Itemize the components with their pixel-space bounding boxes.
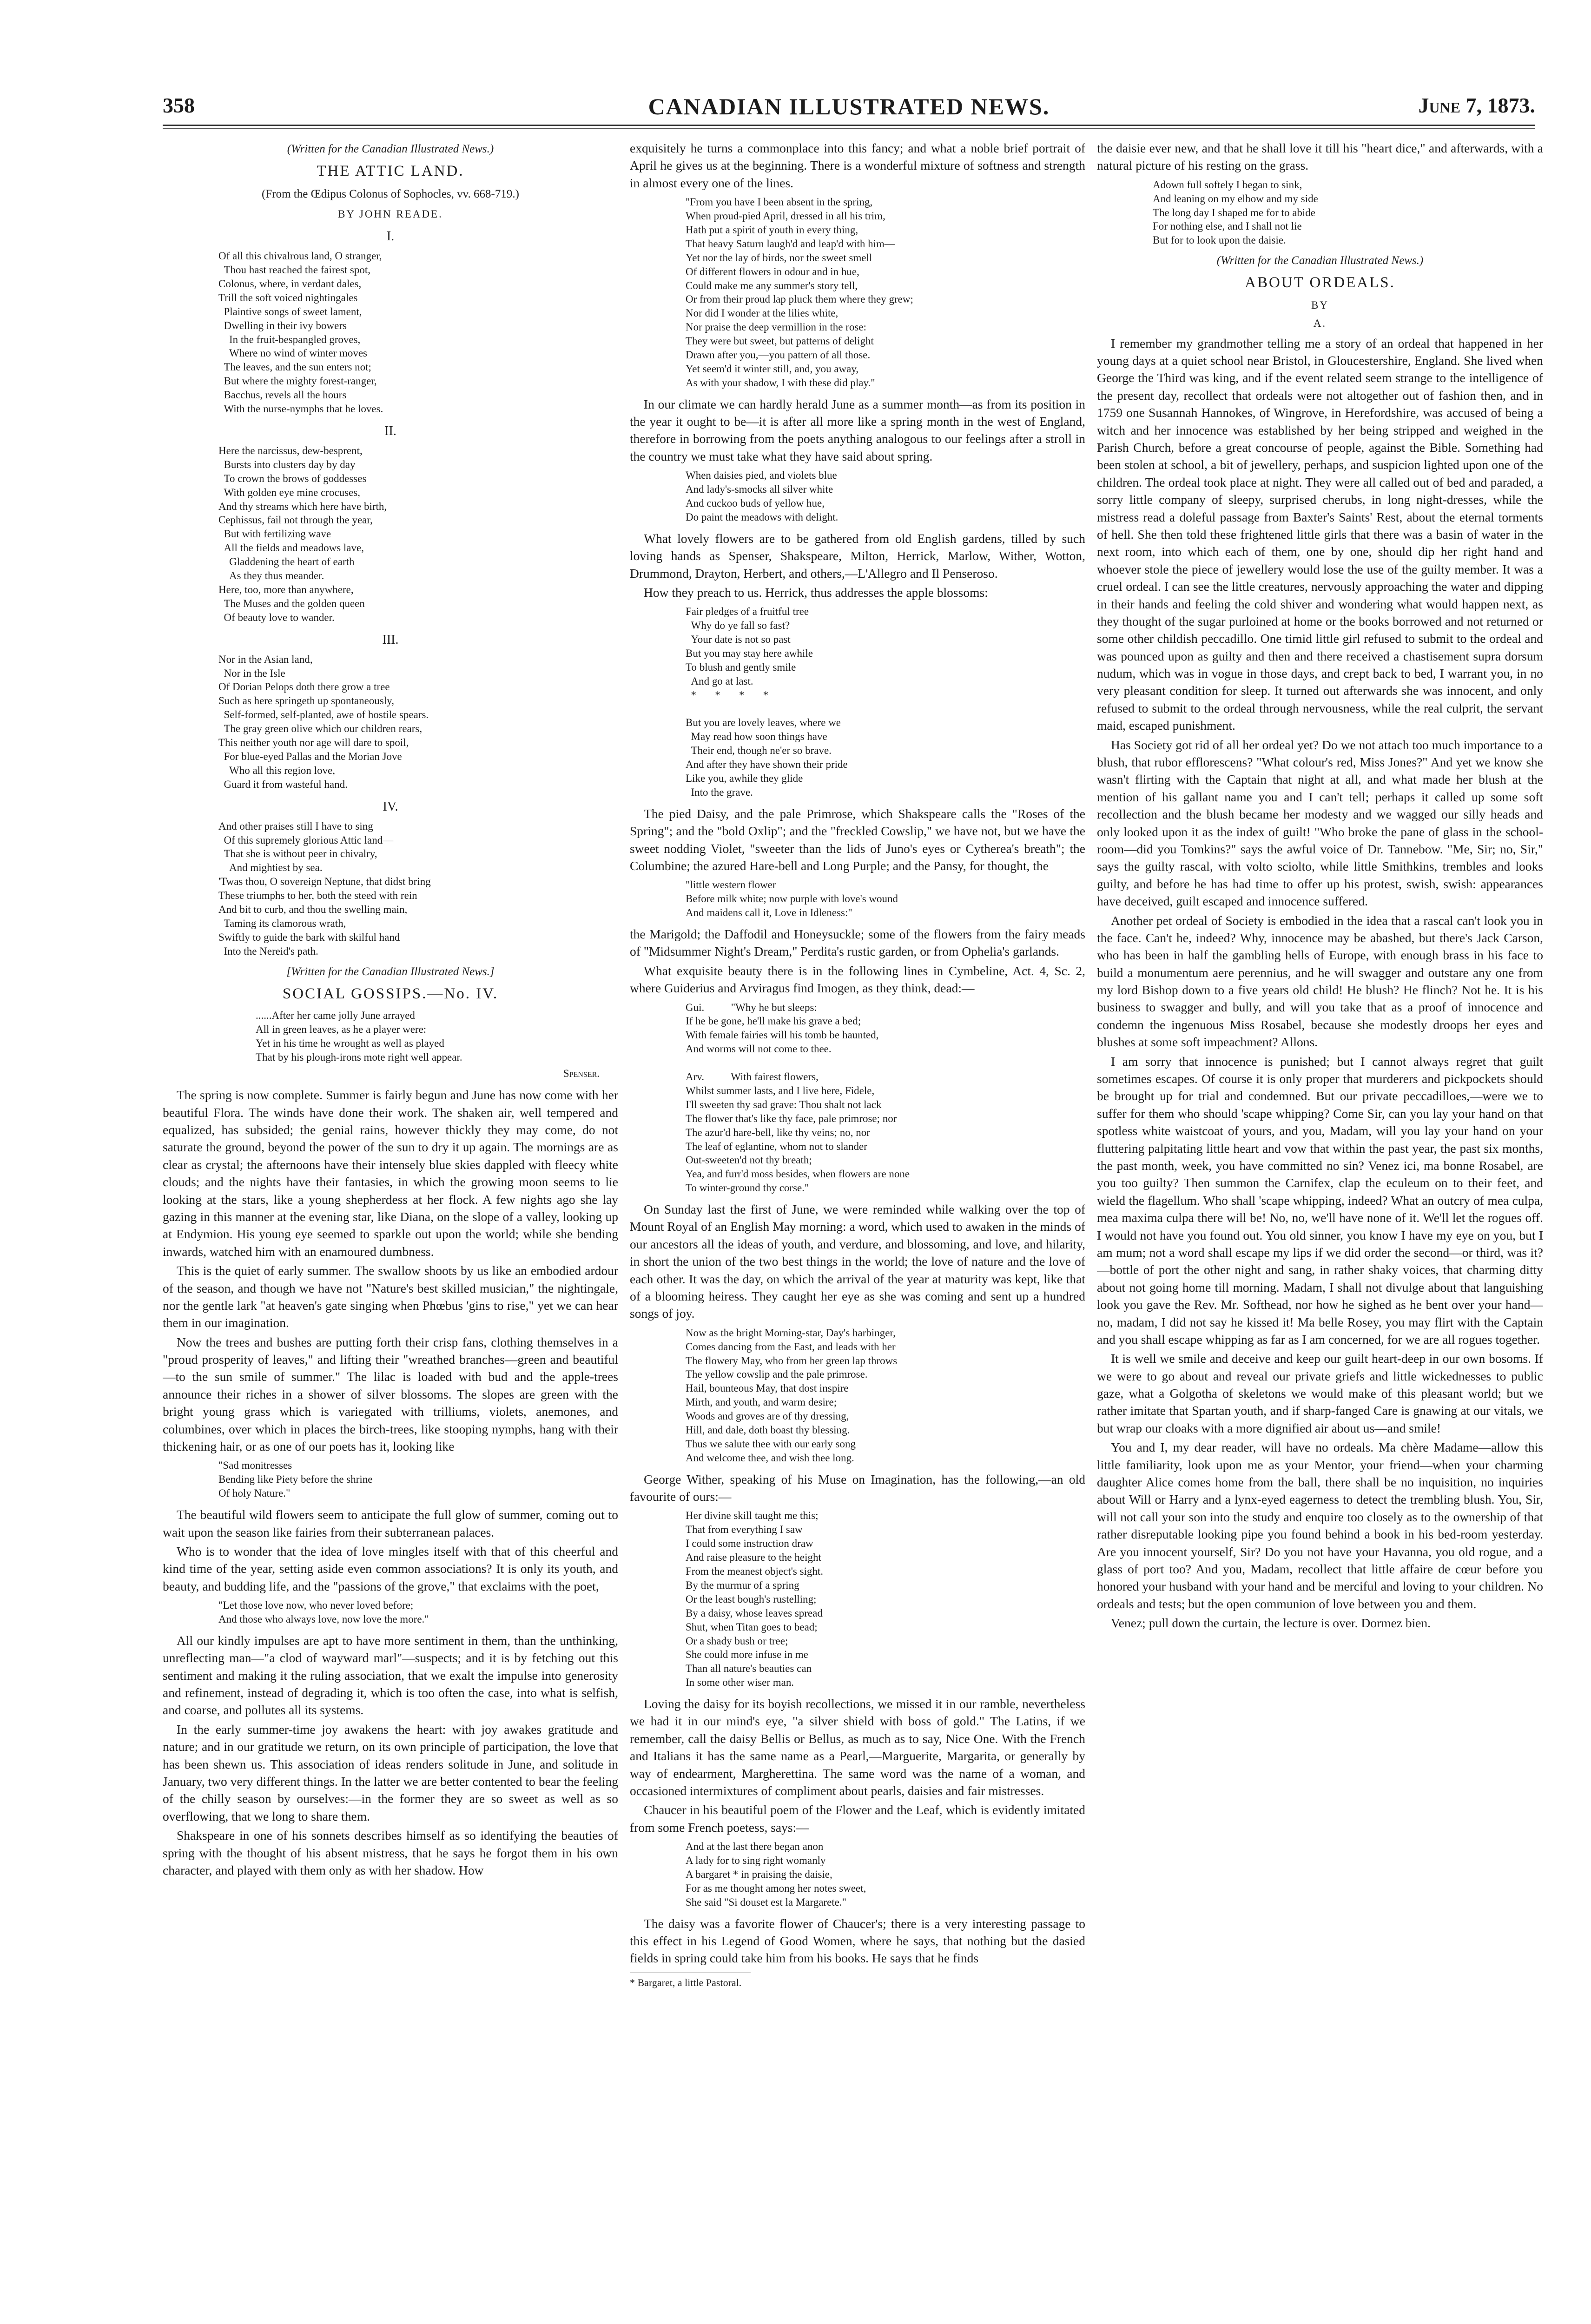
header-rule-thin	[163, 128, 1535, 129]
poem-stanza: And other praises still I have to sing Of this supremely glorious Attic land— That she is without peer in chivalry, And mightiest by sea. 'Twas thou, O sovereign Neptune, that didst bring These triumphs to her, both the steed with rein And bit to curb, and thou the swelling main, Taming its clamorous wrath, Swiftly to guide the bark with skilful hand Into the Nereid's path.	[218, 820, 431, 957]
newspaper-title: CANADIAN ILLUSTRATED NEWS.	[648, 93, 1050, 119]
footnote: * Bargaret, a little Pastoral.	[630, 1976, 742, 1988]
paragraph: What exquisite beauty there is in the following lines in Cymbeline, Act. 4, Sc. 2, where Guiderius and Arviragus find Imogen, as they think, dead:—	[630, 963, 1085, 996]
column-2	[630, 139, 1085, 2315]
article-subtitle: (From the Œdipus Colonus of Sophocles, vv. 668-719.)	[262, 187, 519, 200]
paragraph: The daisy was a favorite flower of Chaucer's; there is a very interesting passage to this effect in his Legend of Good Women, where he says, that nothing but the dasied fields in spring could take him from his books. He says that he finds	[630, 1916, 1085, 1966]
quotation: When daisies pied, and violets blue And lady's-smocks all silver white And cuckoo buds of yellow hue, Do paint the meadows with delight.	[686, 469, 838, 523]
paragraph: I am sorry that innocence is punished; but I cannot always regret that guilt sometimes escapes. Of course it is only proper that murderers and pickpockets should be brought up for trial and condemned. But our private peccadilloes,—were we to suffer for them who should 'scape whipping? Come Sir, can you lay your hand on that spotless white waistcoat of yours, and you, Madam, will you lay your hand on your fluttering palpitating little heart and vow that within the past year, the past six months, the past month, week, you have committed no sin? Venez ici, ma bonne Rosabel, are you too guilty? Then summon the Carnifex, clap the eculeum on to their feet, and wield the flagellum. Who shall 'scape whipping, indeed? What an outcry of mea culpa, mea maxima culpa there will be! No, no, we'll have none of it. We'll let the rogues off. I would not have you found out. You old sinner, you know I have my eye on you, but I am mum; not a word shall escape my lips if we did order the second—or third, was it?—bottle of port the other night and sang, in rather shaky voices, that charming ditty about not going home till morning. Madam, I shall not divulge about that languishing look you gave the Rev. Mr. Softhead, nor how he sighed as he bent over your hand—no, madam, I did not say he kissed it! Ma belle Rosey, you may flirt with the Captain and you shall escape whipping as far as I am concerned, for we are all rogues together.	[1097, 1054, 1543, 1347]
paragraph: George Wither, speaking of his Muse on Imagination, has the following,—an old favourite of ours:—	[630, 1472, 1085, 1504]
article-credit: [Written for the Canadian Illustrated News.]	[286, 965, 495, 978]
stanza-number: III.	[382, 632, 399, 647]
paragraph: In the early summer-time joy awakens the heart: with joy awakes gratitude and nature; and in our gratitude we return, on its own principle of participation, the love that has been shewn us. This association of ideas renders solitude in June, and solitude in January, two very different things. In the latter we are better contented to bear the feeling of the chilly season by ourselves:—in the former they are so sweet as well as so overflowing, that we long to share them.	[163, 1722, 618, 1823]
quotation: Gui. "Why he but sleeps: If he be gone, he'll make his grave a bed; With female fairies will his tomb be haunted, And worms will not come to thee. Arv. With fairest flowers, Whilst summer lasts, and I live here, Fidele, I'll sweeten thy sad grave: Thou shalt not lack The flower that's like thy face, pale primrose; nor The azur'd hare-bell, like thy veins; no, nor The leaf of eglantine, whom not to slander Out-sweeten'd not thy breath; Yea, and furr'd moss besides, when flowers are none To winter-ground thy corse."	[686, 1001, 910, 1194]
article-byline: BY JOHN READE.	[338, 208, 443, 220]
poem-stanza: Nor in the Asian land, Nor in the Isle Of Dorian Pelops doth there grow a tree Such as here springeth up spontaneously, Self-formed, self-planted, awe of hostile spears. The gray green olive which our children rears, This neither youth nor age will dare to spoil, For blue-eyed Pallas and the Morian Jove Who all this region love, Guard it from wasteful hand.	[218, 653, 429, 790]
article-credit: (Written for the Canadian Illustrated News.)	[1216, 254, 1424, 267]
quotation: Her divine skill taught me this; That from everything I saw I could some instruction draw And raise pleasure to the height From the meanest object's sight. By the murmur of a spring Or the least bough's rustelling; By a daisy, whose leaves spread Shut, when Titan goes to bead; Or a shady bush or tree; She could more infuse in me Than all nature's beauties can In some other wiser man.	[686, 1510, 824, 1689]
quotation: Adown full softely I began to sink, And leaning on my elbow and my side The long day I shaped me for to abide For nothing else, and I shall not lie But for to look upon the daisie.	[1153, 178, 1318, 246]
header-rule	[163, 125, 1535, 126]
paragraph: the daisie ever new, and that he shall love it till his "heart dice," and afterwards, with a natural picture of his resting on the grass.	[1097, 141, 1543, 173]
stanza-number: I.	[386, 229, 395, 244]
paragraph: exquisitely he turns a commonplace into this fancy; and what a noble brief portrait of April he gives us at the beginning. There is a wonderful mixture of softness and strength in almost every one of the lines.	[630, 141, 1085, 190]
epigraph-attribution: Spenser.	[563, 1067, 600, 1079]
issue-date: June 7, 1873.	[1418, 93, 1535, 117]
paragraph: Who is to wonder that the idea of love mingles itself with that of this cheerful and kind time of the year, setting aside even common associations? It is only its youth, and beauty, and budding life, and the "passions of the grove," that exclaims with the poet,	[163, 1544, 618, 1593]
paragraph: In our climate we can hardly herald June as a summer month—as from its position in the year it ought to be—it is after all more like a spring month in the west of England, therefore in borrowing from the poets anything analogous to our feelings after a stroll in the country we must take what they have said about spring.	[630, 396, 1085, 463]
paragraph: What lovely flowers are to be gathered from old English gardens, tilled by such loving hands as Spenser, Shakspeare, Milton, Herrick, Marlow, Wither, Wotton, Drummond, Drayton, Herbert, and others,—L'Allegro and Il Penseroso.	[630, 531, 1085, 581]
paragraph: Another pet ordeal of Society is embodied in the idea that a rascal can't look you in the face. Can't he, indeed? Why, innocence may be abashed, but there's Jack Carson, who has been in half the gambling hells of Europe, with enough brass in his face to build a monumentum aere perennius, and he will swagger and outstare any one from my lord Bishop down to a five years old child! He blush? He flinch? Not he. It is his business to swagger and bully, and will you take that as a proof of innocence and condemn the ingenuous Miss Rosabel, because she modestly droops her eyes and blushes at some soft impeachment? Allons.	[1097, 913, 1543, 1050]
paragraph: You and I, my dear reader, will have no ordeals. Ma chère Madame—allow this little familiarity, look upon me as your Mentor, your friend—when your charming daughter Alice comes home from the ball, there shall be no inquisition, no inquiries about Will or Harry and a lynx-eyed eagerness to detect the trembling blush. You, Sir, will not call your son into the study and enquire too closely as to the ownership of that rather disreputable looking pipe you found behind a book in his bed-room yesterday. Are you innocent yourself, Sir? Do you not have your Havanna, you old rogue, and a glass of port too? And you, Madam, recollect that little affaire de cœur before you honored your husband with your hand and be merciful and loving to your children. No ordeals and tests; but the open communion of love between you and them.	[1097, 1440, 1543, 1611]
quotation: Now as the bright Morning-star, Day's harbinger, Comes dancing from the East, and leads with her The flowery May, who from her green lap throws The yellow cowslip and the pale primrose. Hail, bounteous May, that dost inspire Mirth, and youth, and warm desire; Woods and groves are of thy dressing, Hill, and dale, doth boast thy blessing. Thus we salute thee with our early song And welcome thee, and wish thee long.	[686, 1327, 898, 1464]
paragraph: All our kindly impulses are apt to have more sentiment in them, than the unthinking, unreflecting man—"a clod of wayward marl"—suspects; and it is by fetching out this sentiment and making it the ruling association, that we exalt the impulse into generosity and refinement, instead of degrading it, which is too often the case, into what is selfish, and coarse, and pollutes all its systems.	[163, 1633, 618, 1717]
stanza-number: IV.	[383, 799, 398, 814]
paragraph: The spring is now complete. Summer is fairly begun and June has now come with her beautiful Flora. The winds have done their work. The shaken air, well tempered and equalized, has subsided; the genial rains, however thickly they may come, do not saturate the ground, beyond the power of the sun to dry it up again. The mornings are as clear as crystal; the afternoons have their intensely blue skies dappled with fleecy white clouds; and the nights have their fantasies, in which the growing moon seems to lie looking at the stars, like a young shepherdess at her flock. A few nights ago she lay gazing in this manner at the evening star, like Diana, on the slope of a valley, looking up at Endymion. His young eye seemed to sparkle out upon the world; while she bending inwards, watched him with an enamoured dumbness.	[163, 1088, 618, 1259]
paragraph: On Sunday last the first of June, we were reminded while walking over the top of Mount Royal of an English May morning: a word, which used to awaken in the minds of our ancestors all the ideas of youth, and verdure, and blossoming, and love, and hilarity, in short the union of the two best things in the world; the love of nature and the love of each other. It was the day, on which the arrival of the year at maturity was kept, like that of a blooming heiress. They caught her eye as she was coming and sent up a hundred songs of joy.	[630, 1202, 1085, 1321]
paragraph: Shakspeare in one of his sonnets describes himself as so identifying the beauties of spring with the thought of his absent mistress, that he says he forgot them in his own character, and played with them only as with her shadow. How	[163, 1828, 618, 1877]
stanza-number: II.	[384, 423, 396, 438]
quotation: "Sad monitresses Bending like Piety before the shrine Of holy Nature."	[218, 1459, 373, 1499]
column-3	[1097, 139, 1543, 2315]
quotation: Fair pledges of a fruitful tree Why do ye fall so fast? Your date is not so past But you may stay here awhile To blush and gently smile And go at last. * * * * But you are lovely leaves, where we May read how soon things have Their end, though ne'er so brave. And after they have shown their pride Like you, awhile they glide Into the grave.	[686, 606, 848, 798]
paragraph: Has Society got rid of all her ordeal yet? Do we not attach too much importance to a blush, that rubor efflorescens? "What colour's red, Miss Jones?" And yet we know she wasn't flirting with the Captain that night at all, and what made her blush at the mention of his gallant name you and I can't tell; perhaps it called up some soft recollection and the blush became her modesty and we wagged our silly heads and only looked upon it as the index of guilt! "Who broke the pane of glass in the school-room—did you Tomkins?" says the awful voice of Dr. Tannebow. "Me, Sir; no, Sir," says the guilty rascal, with volto sciolto, while little Smithkins, trembles and looks guilty, and before he has had time to offer up his protest, swish, swish: appearances have deceived, guilt escaped and innocence suffered.	[1097, 737, 1543, 909]
paragraph: Now the trees and bushes are putting forth their crisp fans, clothing themselves in a "proud prosperity of leaves," and lifting their "wreathed branches—green and beautiful—to the sun smile of summer." The lilac is loaded with bud and the apple-trees announce their riches in a shower of silver blossoms. The slopes are green with the bright young grass which is variegated with trilliums, violets, anemones, and columbines, over which in places the birch-trees, like stooping nymphs, hang with their thickening hair, or as one of our poets has it, looking like	[163, 1334, 618, 1454]
paragraph: How they preach to us. Herrick, thus addresses the apple blossoms:	[644, 585, 988, 600]
poem-stanza: Of all this chivalrous land, O stranger, Thou hast reached the fairest spot, Colonus, where, in verdant dales, Trill the soft voiced nightingales Plaintive songs of sweet lament, Dwelling in their ivy bowers In the fruit-bespangled groves, Where no wind of winter moves The leaves, and the sun enters not; But where the mighty forest-ranger, Bacchus, revels all the hours With the nurse-nymphs that he loves.	[218, 250, 383, 415]
article-title: SOCIAL GOSSIPS.—No. IV.	[282, 985, 499, 1002]
paragraph: The beautiful wild flowers seem to anticipate the full glow of summer, coming out to wait upon the season like fairies from their subterranean palaces.	[163, 1507, 618, 1539]
paragraph: The pied Daisy, and the pale Primrose, which Shakspeare calls the "Roses of the Spring"; and the "bold Oxlip"; and the "freckled Cowslip," we have not, but we have the sweet nodding Violet, "sweeter than the lids of Juno's eyes or Cytherea's breath"; the Columbine; the azured Hare-bell and Long Purple; and the Pansy, for thought, the	[630, 806, 1085, 873]
column-1	[163, 139, 618, 2315]
paragraph: the Marigold; the Daffodil and Honeysuckle; some of the flowers from the fairy meads of "Midsummer Night's Dream," Perdita's rustic garden, or from Ophelia's garlands.	[630, 927, 1085, 959]
article-title: THE ATTIC LAND.	[317, 163, 464, 179]
paragraph: Loving the daisy for its boyish recollections, we missed it in our ramble, nevertheless we had it in our mind's eye, "a silver shield with boss of gold." The Latins, if we remember, call the daisy Bellis or Bellus, as much as to say, Nice One. With the French and Italians it has the same name as a Pearl,—Marguerite, Margarita, or generally by way of endearment, Margherettina. The same word was the name of a woman, and occasioned intermixtures of compliment about pearls, daisies and fair mistresses.	[630, 1697, 1085, 1798]
page-header	[163, 93, 1535, 121]
quotation: And at the last there began anon A lady for to sing right womanly A bargaret * in praising the daisie, For as me thought among her notes sweet, She said "Si douset est la Margarete."	[686, 1841, 866, 1908]
article-credit: (Written for the Canadian Illustrated News.)	[287, 143, 494, 155]
article-byline: BY	[1311, 299, 1329, 311]
page-number: 358	[163, 93, 195, 117]
author-initial: A.	[1313, 317, 1327, 330]
paragraph: This is the quiet of early summer. The swallow shoots by us like an embodied ardour of the season, and though we have not "Nature's best skilled musician," the nightingale, nor the gentle lark "at heaven's gate singing when Phœbus 'gins to rise," yet we can hear them in our imagination.	[163, 1263, 618, 1330]
poem-stanza: Here the narcissus, dew-besprent, Bursts into clusters day by day To crown the brows of goddesses With golden eye mine crocuses, And thy streams which here have birth, Cephissus, fail not through the year, But with fertilizing wave All the fields and meadows lave, Gladdening the heart of earth As they thus meander. Here, too, more than anywhere, The Muses and the golden queen Of beauty love to wander.	[218, 444, 387, 623]
epigraph: ......After her came jolly June arrayed All in green leaves, as he a player were: Yet in his time he wrought as well as played That by his plough-irons mote right well appear.	[256, 1010, 462, 1063]
quotation: "From you have I been absent in the spring, When proud-pied April, dressed in all his trim, Hath put a spirit of youth in every thing, That heavy Saturn laugh'd and leap'd with him— Yet nor the lay of birds, nor the sweet smell Of different flowers in odour and in hue, Could make me any summer's story tell, Or from their proud lap pluck them where they grew; Nor did I wonder at the lilies white, Nor praise the deep vermillion in the rose: They were but sweet, but patterns of delight Drawn after you,—you pattern of all those. Yet seem'd it winter still, and, you away, As with your shadow, I with these did play."	[686, 196, 913, 389]
quotation: "little western flower Before milk white; now purple with love's wound And maidens call it, Love in Idleness:"	[686, 879, 898, 919]
paragraph: Chaucer in his beautiful poem of the Flower and the Leaf, which is evidently imitated from some French poetess, says:—	[630, 1802, 1085, 1835]
article-title: ABOUT ORDEALS.	[1245, 274, 1395, 291]
paragraph: Venez; pull down the curtain, the lecture is over. Dormez bien.	[1111, 1616, 1431, 1631]
paragraph: It is well we smile and deceive and keep our guilt heart-deep in our own bosoms. If we were to go about and reveal our private griefs and little wickednesses to public gaze, what a Golgotha of skeletons we would make of this pleasant world; but we rather imitate that Spartan youth, and if sharp-fanged Care is gnawing at our vitals, we but wrap our cloaks with a more dignified air about us—and smile!	[1097, 1351, 1543, 1435]
quotation: "Let those love now, who never loved before; And those who always love, now love the more."	[218, 1599, 429, 1625]
paragraph: I remember my grandmother telling me a story of an ordeal that happened in her young days at a quiet school near Bristol, in Gloucestershire, England. She lived when George the Third was king, and if the event related seem strange to the intelligence of the present day, recollect that ordeals were not altogether out of fashion then, and in 1759 one Susannah Hannokes, of Wingrove, in Herefordshire, was accused of being a witch and her innocence was established by her being stripped and weighed in the Parish Church, before a great concourse of people, against the Bible. Something had been stolen at school, a bit of jewellery, perhaps, and suspicion lighted upon one of the children. The ordeal took place at night. They were all called out of bed and paraded, a sorry little company of sleepy, surprised cherubs, in long night-dresses, while the mistress read a doleful passage from Baxter's Saints' Rest, about the eternal torments of hell. She then told these frightened little girls that there was a basin of water in the next room, into which each of them, one by one, should dip her right hand and whoever stole the piece of jewellery would lose the use of the guilty member. It was a cruel ordeal. I can see the little creatures, nervously approaching the water and dipping in their hands and feeling the cold shiver and wondering what would happen next, as they thought of the sugar purloined at home or the books borrowed and not returned or some other childish peccadillo. One timid little girl refused to submit to the ordeal and was pounced upon as guilty and then and there received a chastisement supra dorsum nudum, which was in vogue in those days, and crept back to bed, I warrant you, in no very pleasant condition for sleep. It turned out afterwards she was innocent, and only refused to submit to the ordeal through nervousness, while the real culprit, the servant maid, escaped punishment.	[1097, 336, 1543, 733]
